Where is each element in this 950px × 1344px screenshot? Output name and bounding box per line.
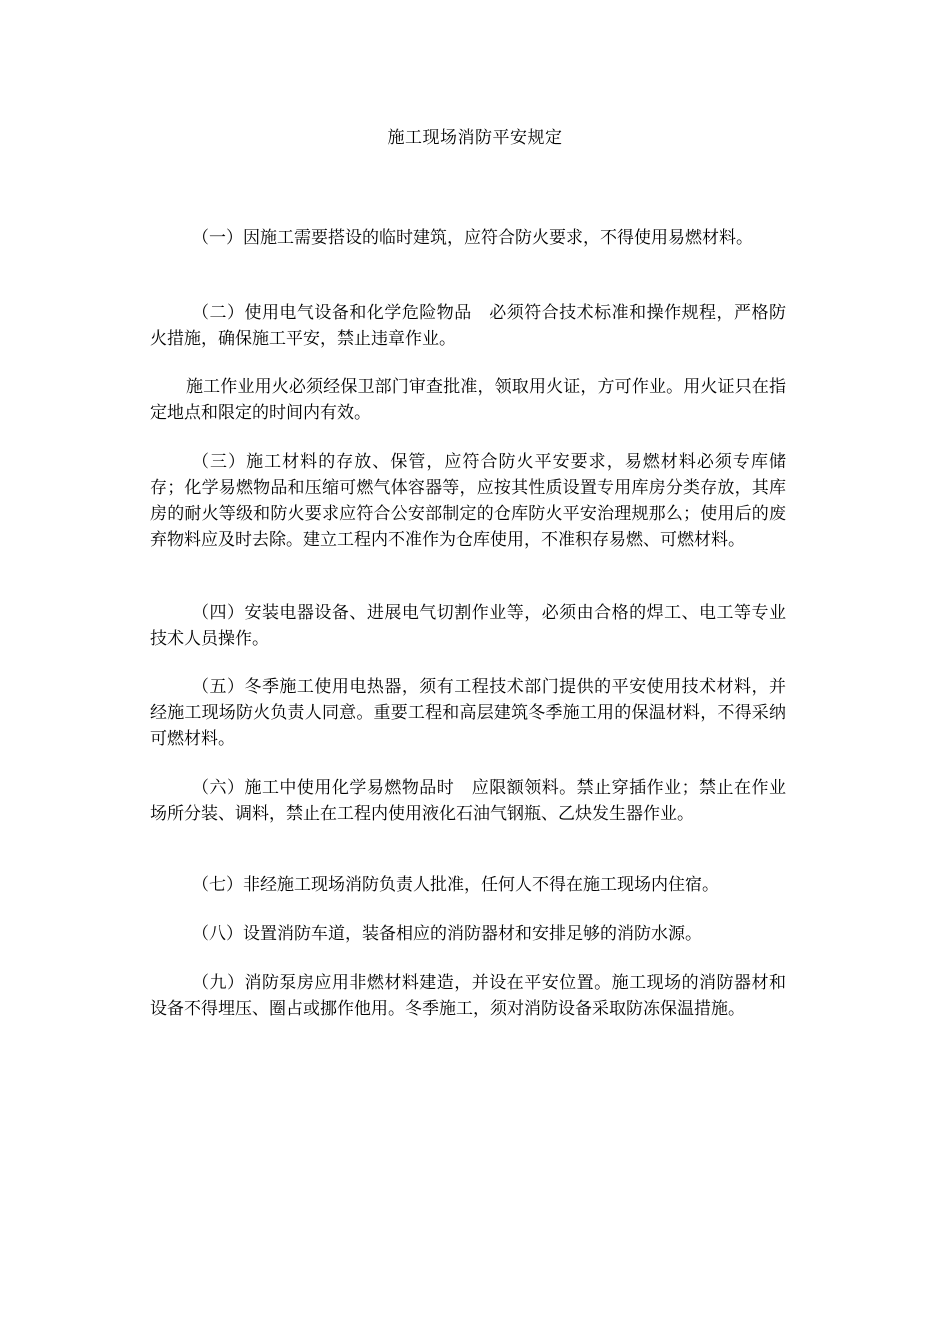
paragraph-6: （五）冬季施工使用电热器，须有工程技术部门提供的平安使用技术材料，并经施工现场防火负责人同意。重要工程和高层建筑冬季施工用的保温材料，不得采纳可燃材料。 — [150, 677, 786, 749]
paragraph-9: （八）设置消防车道，装备相应的消防器材和安排足够的消防水源。 — [192, 924, 702, 944]
paragraph-5: （四）安装电器设备、进展电气切割作业等，必须由合格的焊工、电工等专业技术人员操作。 — [150, 603, 786, 649]
paragraph-3: 施工作业用火必须经保卫部门审查批准，领取用火证，方可作业。用火证只在指定地点和限定的时间内有效。 — [150, 377, 786, 423]
paragraph-4: （三）施工材料的存放、保管，应符合防火平安要求，易燃材料必须专库储存；化学易燃物品和压缩可燃气体容器等，应按其性质设置专用库房分类存放，其库房的耐火等级和防火要求应符合公安部制定的仓库防火平安治理规那么；使用后的废弃物料应及时去除。建立工程内不准作为仓库使用，不准积存易燃、可燃材料。 — [150, 452, 786, 550]
paragraph-2: （二）使用电气设备和化学危险物品 必须符合技术标准和操作规程，严格防火措施，确保施工平安，禁止违章作业。 — [150, 303, 786, 349]
document-title: 施工现场消防平安规定 — [387, 128, 563, 148]
paragraph-1: （一）因施工需要搭设的临时建筑，应符合防火要求，不得使用易燃材料。 — [192, 228, 753, 248]
paragraph-8: （七）非经施工现场消防负责人批准，任何人不得在施工现场内住宿。 — [192, 875, 719, 895]
paragraph-10: （九）消防泵房应用非燃材料建造，并设在平安位置。施工现场的消防器材和设备不得埋压、圈占或挪作他用。冬季施工，须对消防设备采取防冻保温措施。 — [150, 973, 786, 1019]
paragraph-7: （六）施工中使用化学易燃物品时 应限额领料。禁止穿插作业；禁止在作业场所分装、调料，禁止在工程内使用液化石油气钢瓶、乙炔发生器作业。 — [150, 778, 786, 824]
